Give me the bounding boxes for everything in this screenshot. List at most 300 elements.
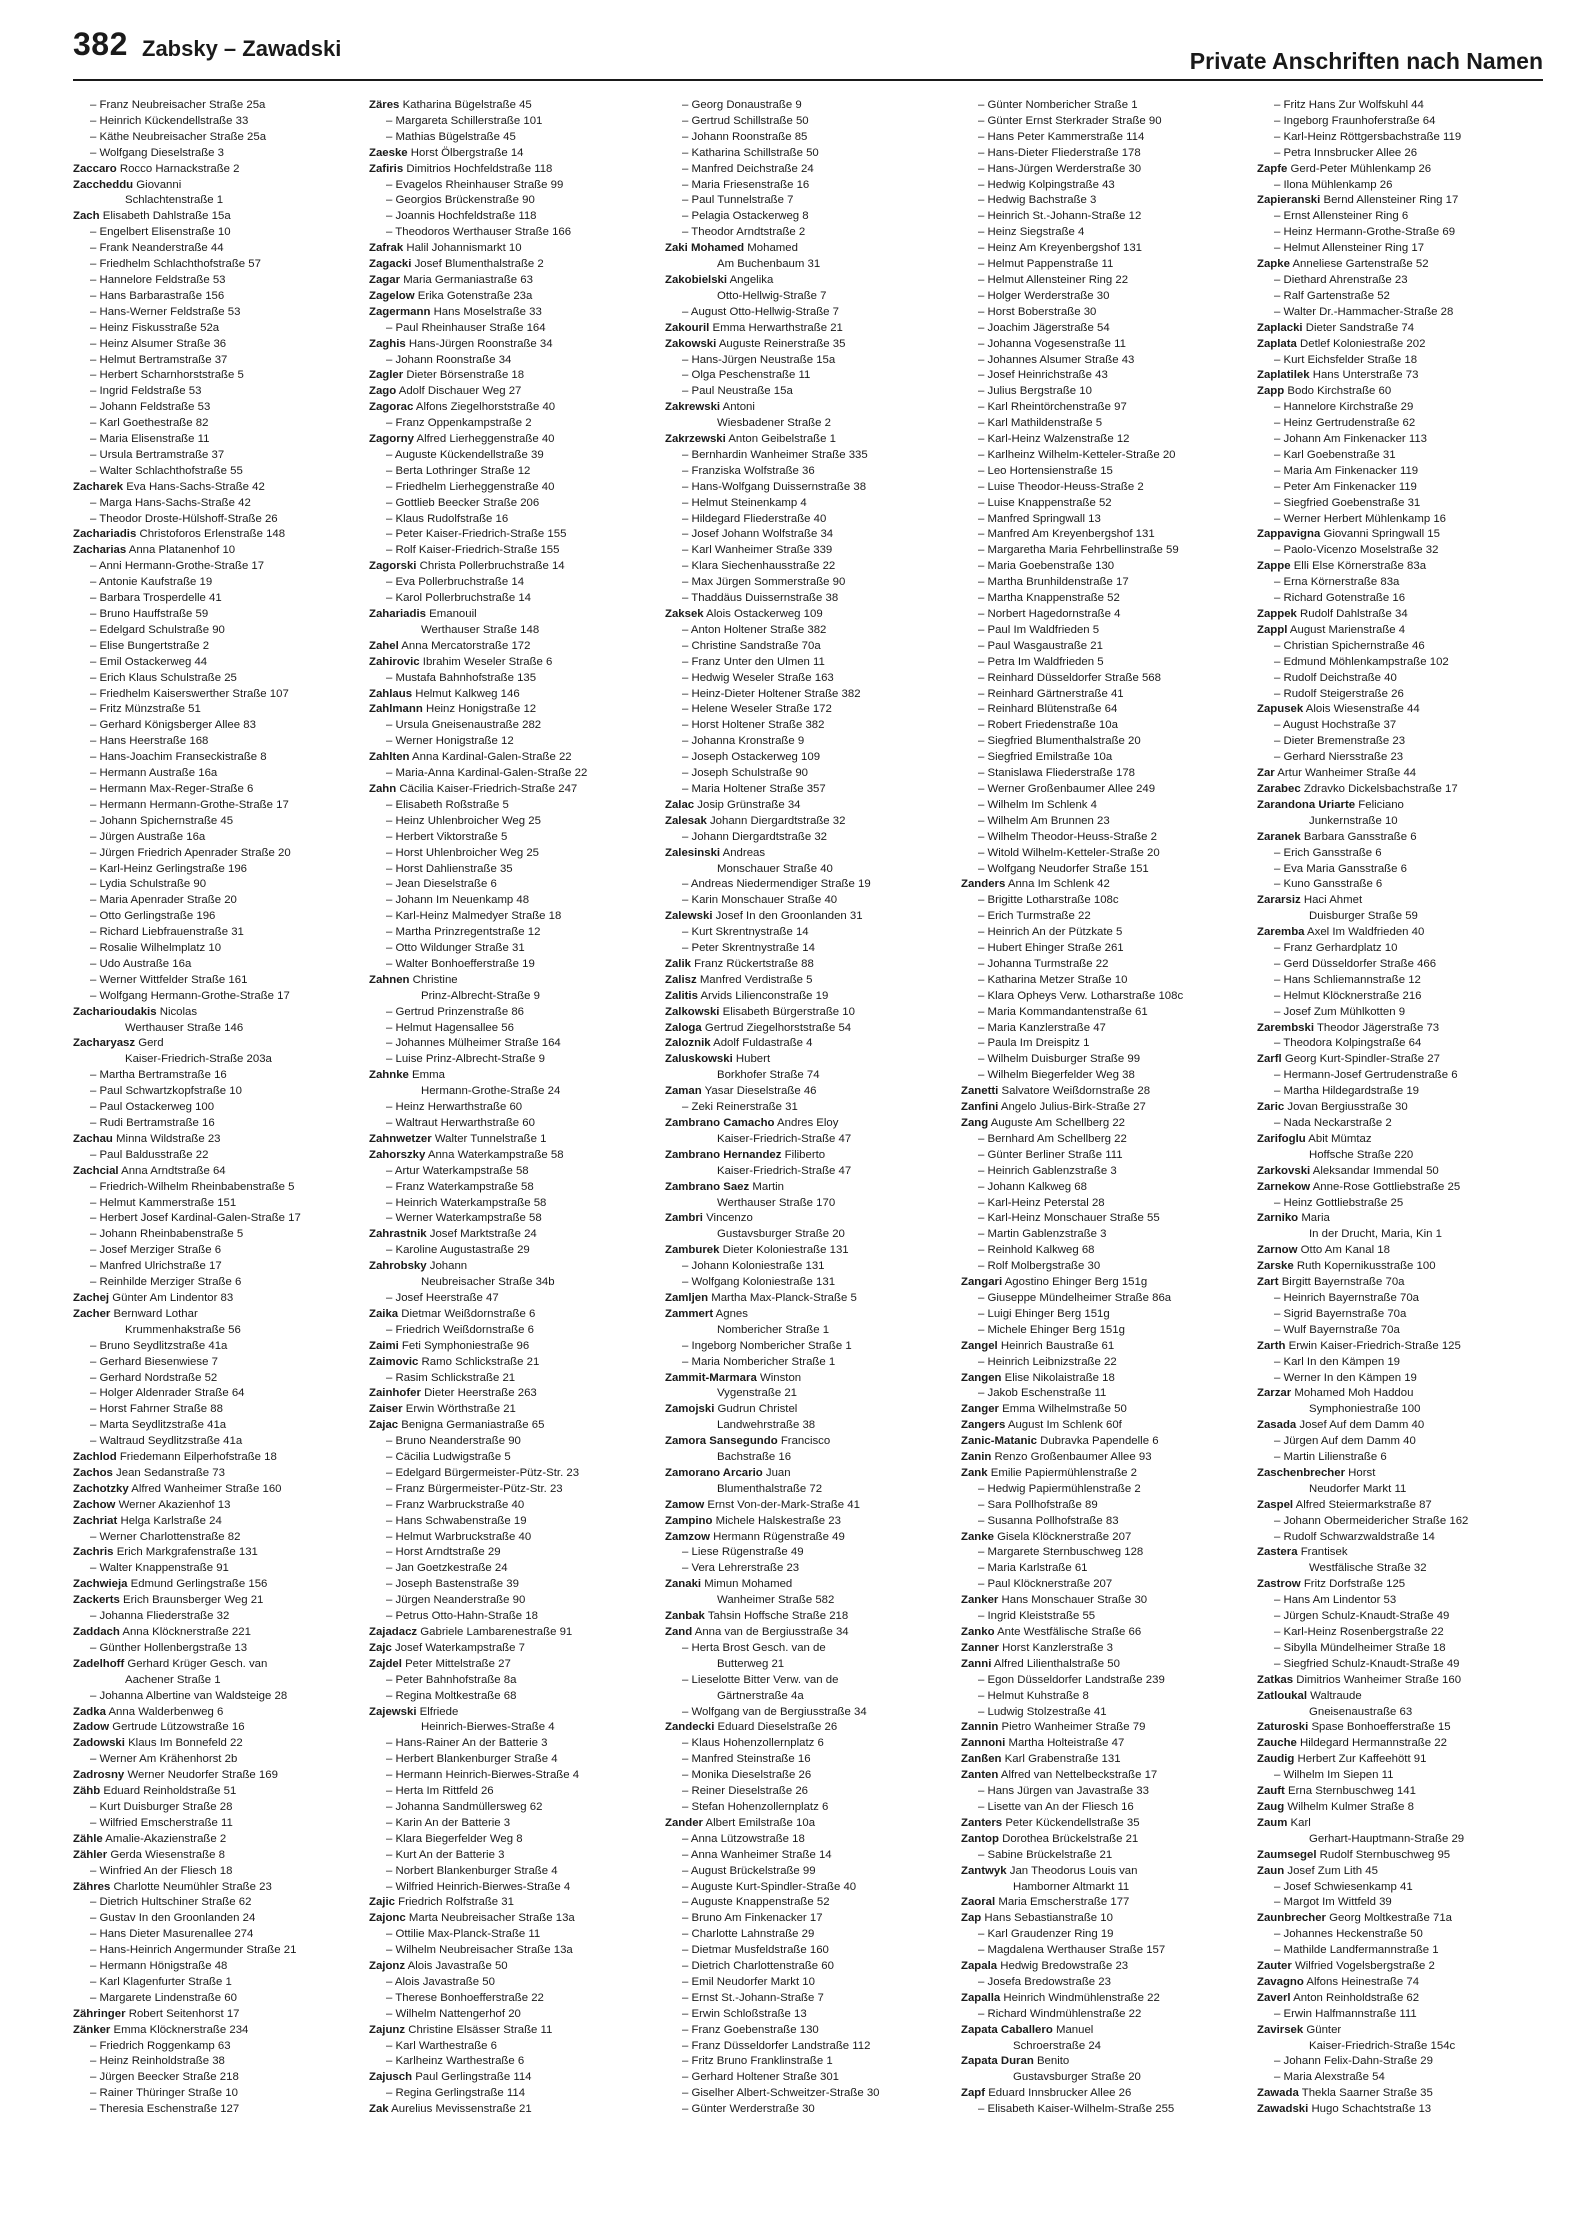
directory-entry: Zahnke Emma (369, 1069, 445, 1082)
sub-entry: – Norbert Blankenburger Straße 4 (386, 1864, 558, 1877)
sub-entry: – Kurt Duisburger Straße 28 (90, 1800, 233, 1813)
sub-entry: – Josef Schwiesenkamp 41 (1274, 1880, 1413, 1893)
sub-entry: – Maria-Anna Kardinal-Galen-Straße 22 (386, 767, 588, 780)
sub-entry: – Heinz Alsumer Straße 36 (90, 337, 227, 350)
sub-entry: – Reinhard Blütenstraße 64 (978, 703, 1118, 716)
sub-entry: – Hans Schliemannstraße 12 (1274, 973, 1421, 986)
directory-entry: Zambri Vincenzo (665, 1212, 753, 1225)
sub-entry: – Gertrud Prinzenstraße 86 (386, 1005, 525, 1018)
directory-entry: Zarnekow Anne-Rose Gottliebstraße 25 (1257, 1180, 1461, 1193)
sub-entry: – Peter Am Finkenacker 119 (1274, 480, 1417, 493)
directory-entry: Zammit-Marmara Winston (665, 1371, 802, 1384)
directory-entry: Zangel Heinrich Baustraße 61 (961, 1339, 1115, 1352)
directory-entry: Zarifoglu Abit Mümtaz (1257, 1132, 1372, 1145)
sub-entry: – Petra Innsbrucker Allee 26 (1274, 146, 1418, 159)
sub-entry: – Heinz Fiskusstraße 52a (90, 321, 220, 334)
sub-entry: – Reinhilde Merziger Straße 6 (90, 1276, 242, 1289)
sub-entry: – Günter Ernst Sterkrader Straße 90 (978, 114, 1162, 127)
sub-entry: – Helmut Allensteiner Ring 22 (978, 273, 1129, 286)
sub-entry: – Frank Neanderstraße 44 (90, 242, 224, 255)
directory-entry: Zaug Wilhelm Kulmer Straße 8 (1257, 1800, 1414, 1813)
directory-entry: Zalik Franz Rückertstraße 88 (665, 957, 814, 970)
directory-entry: Zart Birgitt Bayernstraße 70a (1257, 1276, 1405, 1289)
directory-entry: Zanbak Tahsin Hoffsche Straße 218 (665, 1610, 849, 1623)
sub-entry: – Ingrid Kleiststraße 55 (978, 1610, 1096, 1623)
directory-entry: Zander Albert Emilstraße 10a (665, 1816, 816, 1829)
directory-entry: Zafrak Halil Johannismarkt 10 (369, 242, 522, 255)
sub-entry: – Bruno Am Finkenacker 17 (682, 1912, 823, 1925)
sub-entry: – Jürgen Neanderstraße 90 (386, 1594, 526, 1607)
sub-entry: – Josef Zum Mühlkotten 9 (1274, 1005, 1406, 1018)
entry-continuation: In der Drucht, Maria, Kin 1 (1309, 1228, 1442, 1241)
entry-continuation: Symphoniestraße 100 (1309, 1403, 1421, 1416)
directory-entry: Zastera Frantisek (1257, 1546, 1348, 1559)
sub-entry: – Peter Bahnhofstraße 8a (386, 1673, 517, 1686)
sub-entry: – Johann Felix-Dahn-Straße 29 (1274, 2055, 1433, 2068)
page-header (0, 0, 1586, 84)
sub-entry: – Karl Warthestraße 6 (386, 2039, 497, 2052)
sub-entry: – Sigrid Bayernstraße 70a (1274, 1307, 1407, 1320)
directory-column-3 (665, 98, 951, 2218)
sub-entry: – Jakob Eschenstraße 11 (978, 1387, 1107, 1400)
sub-entry: – Heinrich Leibnizstraße 22 (978, 1355, 1117, 1368)
directory-entry: Zannin Pietro Wanheimer Straße 79 (961, 1721, 1146, 1734)
directory-entry: Zacharioudakis Nicolas (73, 1005, 198, 1018)
sub-entry: – Paul Ostackerweg 100 (90, 1101, 215, 1114)
sub-entry: – Heinrich Waterkampstraße 58 (386, 1196, 547, 1209)
sub-entry: – Ingrid Feldstraße 53 (90, 385, 202, 398)
directory-entry: Zantop Dorothea Brückelstraße 21 (961, 1832, 1139, 1845)
sub-entry: – Friedhelm Kaiserswerther Straße 107 (90, 687, 289, 700)
sub-entry: – Bruno Hauffstraße 59 (90, 608, 209, 620)
sub-entry: – Hermann Hönigstraße 48 (90, 1960, 228, 1973)
sub-entry: – Sabine Brückelstraße 21 (978, 1848, 1113, 1861)
sub-entry: – Johanna Kronstraße 9 (682, 735, 805, 748)
directory-entry: Zaplacki Dieter Sandstraße 74 (1257, 321, 1415, 334)
sub-entry: – Peter Skrentnystraße 14 (682, 942, 815, 955)
sub-entry: – Gertrud Schillstraße 50 (682, 114, 809, 127)
running-head: Zabsky – Zawadski (142, 36, 342, 61)
entry-continuation: Otto-Hellwig-Straße 7 (717, 289, 827, 302)
sub-entry: – Witold Wilhelm-Ketteler-Straße 20 (978, 846, 1160, 859)
sub-entry: – August Brückelstraße 99 (682, 1864, 816, 1877)
sub-entry: – Werner Wittfelder Straße 161 (90, 973, 248, 986)
sub-entry: – Franz Gerhardplatz 10 (1274, 942, 1398, 955)
sub-entry: – Maria Karlstraße 61 (978, 1562, 1088, 1575)
sub-entry: – Joachim Jägerstraße 54 (978, 321, 1110, 334)
sub-entry: – Jan Goetzkestraße 24 (386, 1562, 508, 1575)
sub-entry: – Max Jürgen Sommerstraße 90 (682, 576, 846, 589)
sub-entry: – Helmut Hagensallee 56 (386, 1021, 514, 1034)
directory-entry: Zanner Horst Kanzlerstraße 3 (961, 1641, 1113, 1654)
sub-entry: – Siegfried Schulz-Knaudt-Straße 49 (1274, 1657, 1460, 1670)
directory-entry: Zähler Gerda Wiesenstraße 8 (73, 1848, 225, 1861)
sub-entry: – Liese Rügenstraße 49 (682, 1546, 804, 1559)
sub-entry: – Rudolf Steigerstraße 26 (1274, 687, 1404, 700)
sub-entry: – Johanna Vogesenstraße 11 (978, 337, 1126, 350)
entry-continuation: Nombericher Straße 1 (717, 1323, 830, 1336)
sub-entry: – Rudolf Deichstraße 40 (1274, 671, 1397, 684)
directory-entry: Zachriat Helga Karlstraße 24 (73, 1514, 222, 1527)
directory-entry: Zafiris Dimitrios Hochfeldstraße 118 (369, 162, 553, 175)
sub-entry: – Hedwig Bachstraße 3 (978, 194, 1097, 207)
sub-entry: – Waltraut Herwarthstraße 60 (386, 1117, 535, 1129)
directory-entry: Zakowski Auguste Reinerstraße 35 (665, 337, 846, 350)
sub-entry: – Kuno Gansstraße 6 (1274, 878, 1383, 891)
directory-entry: Zamora Sansegundo Francisco (665, 1435, 831, 1448)
directory-entry: Zagler Dieter Börsenstraße 18 (369, 369, 525, 382)
sub-entry: – Karoline Augustastraße 29 (386, 1244, 530, 1257)
entry-continuation: Gneisenaustraße 63 (1309, 1705, 1413, 1718)
sub-entry: – Maria Alexstraße 54 (1274, 2071, 1385, 2084)
directory-entry: Zajonc Marta Neubreisacher Straße 13a (369, 1912, 575, 1925)
sub-entry: – Helmut Warbruckstraße 40 (386, 1530, 532, 1543)
sub-entry: – Walter Bonhoefferstraße 19 (386, 957, 535, 970)
sub-entry: – Helmut Bertramstraße 37 (90, 353, 228, 366)
sub-entry: – Franziska Wolfstraße 36 (682, 464, 815, 477)
sub-entry: – Wilfried Heinrich-Bierwes-Straße 4 (386, 1880, 571, 1893)
directory-entry: Zarzar Mohamed Moh Haddou (1257, 1387, 1414, 1400)
directory-entry: Zanders Anna Im Schlenk 42 (961, 878, 1110, 891)
directory-entry: Zagacki Josef Blumenthalstraße 2 (369, 258, 544, 271)
sub-entry: – Hans-Jürgen Werderstraße 30 (978, 162, 1142, 175)
sub-entry: – Maria Am Finkenacker 119 (1274, 464, 1419, 477)
sub-entry: – Helmut Pappenstraße 11 (978, 258, 1114, 271)
sub-entry: – August Otto-Hellwig-Straße 7 (682, 305, 840, 318)
sub-entry: – Hans-Joachim Franseckistraße 8 (90, 751, 267, 764)
sub-entry: – Wulf Bayernstraße 70a (1274, 1323, 1400, 1336)
directory-entry: Zanetti Salvatore Weißdornstraße 28 (961, 1085, 1151, 1098)
sub-entry: – Barbara Trosperdelle 41 (90, 592, 222, 605)
sub-entry: – Heinz Gertrudenstraße 62 (1274, 417, 1416, 430)
sub-entry: – Lieselotte Bitter Verw. van de (682, 1673, 839, 1686)
sub-entry: – Wolfgang van de Bergiusstraße 34 (682, 1705, 867, 1718)
sub-entry: – Olga Peschenstraße 11 (682, 369, 811, 382)
sub-entry: – Heinz-Dieter Holtener Straße 382 (682, 687, 861, 700)
directory-entry: Zalesinski Andreas (665, 846, 766, 859)
directory-entry: Zandecki Eduard Dieselstraße 26 (665, 1721, 838, 1734)
directory-entry: Zaloznik Adolf Fuldastraße 4 (665, 1037, 813, 1050)
directory-entry: Zammert Agnes (665, 1307, 748, 1320)
sub-entry: – Karin Monschauer Straße 40 (682, 894, 838, 907)
sub-entry: – Werner Waterkampstraße 58 (386, 1212, 542, 1225)
directory-entry: Zajac Benigna Germaniastraße 65 (369, 1419, 545, 1432)
sub-entry: – Karl-Heinz Gerlingstraße 196 (90, 862, 248, 875)
directory-entry: Zalewski Josef In den Groonlanden 31 (665, 910, 863, 923)
entry-continuation: Wanheimer Straße 582 (717, 1594, 835, 1607)
directory-entry: Zagar Maria Germaniastraße 63 (369, 273, 533, 286)
sub-entry: – Elise Bungertstraße 2 (90, 639, 210, 652)
sub-entry: – Herbert Viktorstraße 5 (386, 830, 508, 843)
sub-entry: – Richard Gotenstraße 16 (1274, 592, 1406, 605)
entry-continuation: Werthauser Straße 146 (125, 1021, 244, 1034)
sub-entry: – Manfred Steinstraße 16 (682, 1753, 811, 1766)
sub-entry: – Wilhelm Biegerfelder Weg 38 (978, 1069, 1135, 1082)
sub-entry: – Anni Hermann-Grothe-Straße 17 (90, 560, 265, 573)
sub-entry: – Hans Heerstraße 168 (90, 735, 209, 748)
sub-entry: – Josefa Bredowstraße 23 (978, 1975, 1111, 1988)
sub-entry: – Ursula Gneisenaustraße 282 (386, 719, 542, 732)
sub-entry: – Wilhelm Neubreisacher Straße 13a (386, 1944, 573, 1957)
directory-entry: Zagermann Hans Moselstraße 33 (369, 305, 542, 318)
sub-entry: – Heinz Uhlenbroicher Weg 25 (386, 814, 541, 827)
sub-entry: – Petrus Otto-Hahn-Straße 18 (386, 1610, 538, 1623)
entry-continuation: Werthauser Straße 170 (717, 1196, 836, 1209)
sub-entry: – Rasim Schlickstraße 21 (386, 1371, 516, 1384)
sub-entry: – Ursula Bertramstraße 37 (90, 448, 225, 461)
directory-entry: Zänker Emma Klöcknerstraße 234 (73, 2023, 249, 2036)
directory-entry: Zaimovic Ramo Schlickstraße 21 (369, 1355, 540, 1368)
directory-entry: Zamburek Dieter Koloniestraße 131 (665, 1244, 849, 1257)
directory-entry: Zaturoski Spase Bonhoefferstraße 15 (1257, 1721, 1451, 1734)
entry-continuation: Kaiser-Friedrich-Straße 203a (125, 1053, 272, 1066)
entry-continuation: Am Buchenbaum 31 (717, 258, 821, 271)
sub-entry: – Walter Schlachthofstraße 55 (90, 464, 243, 477)
sub-entry: – Herta Im Rittfeld 26 (386, 1785, 494, 1798)
sub-entry: – Therese Bonhoefferstraße 22 (386, 1991, 544, 2004)
sub-entry: – Gerd Düsseldorfer Straße 466 (1274, 957, 1437, 970)
directory-entry: Zasada Josef Auf dem Damm 40 (1257, 1419, 1425, 1432)
sub-entry: – Karl-Heinz Monschauer Straße 55 (978, 1212, 1160, 1225)
directory-entry: Zagorny Alfred Lierheggenstraße 40 (369, 433, 555, 446)
directory-entry: Zanten Alfred van Nettelbeckstraße 17 (961, 1769, 1158, 1782)
sub-entry: – Reinhard Gärtnerstraße 41 (978, 687, 1124, 700)
directory-entry: Zachwieja Edmund Gerlingstraße 156 (73, 1578, 268, 1591)
sub-entry: – Johannes Mülheimer Straße 164 (386, 1037, 561, 1050)
sub-entry: – Helmut Klöcknerstraße 216 (1274, 989, 1422, 1002)
sub-entry: – Auguste Kückendellstraße 39 (386, 448, 544, 461)
directory-entry: Zanßen Karl Grabenstraße 131 (961, 1753, 1121, 1766)
directory-entry: Zagelow Erika Gotenstraße 23a (369, 289, 533, 302)
directory-entry: Zajc Josef Waterkampstraße 7 (369, 1641, 525, 1654)
directory-entry: Zauter Wilfried Vogelsbergstraße 2 (1257, 1960, 1435, 1973)
sub-entry: – Maria Kanzlerstraße 47 (978, 1021, 1106, 1034)
sub-entry: – Karl Rheintörchenstraße 97 (978, 401, 1127, 414)
directory-entry: Zanke Gisela Klöcknerstraße 207 (961, 1530, 1132, 1543)
sub-entry: – Johann Am Finkenacker 113 (1274, 433, 1428, 446)
sub-entry: – Paul Rheinhauser Straße 164 (386, 321, 546, 334)
directory-entry: Zaudig Herbert Zur Kaffeehött 91 (1257, 1753, 1427, 1766)
directory-entry: Zanaki Mimun Mohamed (665, 1578, 793, 1591)
directory-entry: Zarnow Otto Am Kanal 18 (1257, 1244, 1390, 1257)
directory-entry: Zajonz Alois Javastraße 50 (369, 1960, 508, 1973)
sub-entry: – Auguste Kurt-Spindler-Straße 40 (682, 1880, 857, 1893)
sub-entry: – Sara Pollhofstraße 89 (978, 1498, 1098, 1511)
sub-entry: – Werner Honigstraße 12 (386, 735, 514, 748)
sub-entry: – Engelbert Elisenstraße 10 (90, 226, 231, 239)
sub-entry: – Paula Im Dreispitz 1 (978, 1037, 1090, 1050)
sub-entry: – Lisette van An der Fliesch 16 (978, 1800, 1134, 1813)
sub-entry: – Anton Holtener Straße 382 (682, 623, 827, 636)
sub-entry: – Jürgen Friedrich Apenrader Straße 20 (90, 846, 291, 859)
sub-entry: – Hans Jürgen van Javastraße 33 (978, 1785, 1149, 1798)
directory-entry: Zaeske Horst Ölbergstraße 14 (369, 146, 524, 159)
sub-entry: – Holger Werderstraße 30 (978, 289, 1110, 302)
sub-entry: – Karl Mathildenstraße 5 (978, 417, 1103, 430)
directory-entry: Zaremba Axel Im Waldfrieden 40 (1257, 926, 1425, 939)
directory-entry: Zalesak Johann Diergardtstraße 32 (665, 814, 846, 827)
directory-entry: Zadowski Klaus Im Bonnefeld 22 (73, 1737, 243, 1750)
sub-entry: – Siegfried Blumenthalstraße 20 (978, 735, 1141, 748)
sub-entry: – Hermann Austraße 16a (90, 767, 218, 780)
sub-entry: – Reiner Dieselstraße 26 (682, 1785, 808, 1798)
sub-entry: – Herta Brost Gesch. van de (682, 1641, 826, 1654)
directory-entry: Zajusch Paul Gerlingstraße 114 (369, 2071, 532, 2084)
directory-entry: Zakobielski Angelika (665, 273, 774, 286)
sub-entry: – Wilhelm Theodor-Heuss-Straße 2 (978, 830, 1157, 843)
sub-entry: – Gerhard Biesenwiese 7 (90, 1355, 218, 1368)
sub-entry: – Hans-Dieter Fliederstraße 178 (978, 146, 1141, 159)
sub-entry: – Wilhelm Nattengerhof 20 (386, 2007, 521, 2020)
sub-entry: – Johanna Sandmüllersweg 62 (386, 1800, 543, 1813)
sub-entry: – Petra Im Waldfrieden 5 (978, 655, 1104, 668)
directory-entry: Zarfl Georg Kurt-Spindler-Straße 27 (1257, 1053, 1440, 1066)
sub-entry: – Klaus Hohenzollernplatz 6 (682, 1737, 824, 1750)
sub-entry: – Siegfried Goebenstraße 31 (1274, 496, 1421, 509)
sub-entry: – Günther Hollenbergstraße 13 (90, 1641, 248, 1654)
sub-entry: – Theodor Arndtstraße 2 (682, 226, 806, 239)
sub-entry: – Martha Bertramstraße 16 (90, 1069, 227, 1082)
directory-entry: Zappek Rudolf Dahlstraße 34 (1257, 608, 1408, 620)
entry-continuation: Bachstraße 16 (717, 1451, 792, 1464)
directory-entry: Zahrobsky Johann (369, 1260, 468, 1273)
directory-entry: Zagorac Alfons Ziegelhorststraße 40 (369, 401, 556, 414)
directory-entry: Zaspel Alfred Steiermarkstraße 87 (1257, 1498, 1432, 1511)
directory-entry: Zarabec Zdravko Dickelsbachstraße 17 (1257, 782, 1458, 795)
sub-entry: – Helmut Kammerstraße 151 (90, 1196, 237, 1209)
directory-entry: Zap Hans Sebastianstraße 10 (961, 1912, 1113, 1925)
sub-entry: – Karl-Heinz Malmedyer Straße 18 (386, 910, 562, 923)
sub-entry: – Hermann Heinrich-Bierwes-Straße 4 (386, 1769, 580, 1782)
directory-entry: Zahlaus Helmut Kalkweg 146 (369, 687, 520, 700)
sub-entry: – Theodor Droste-Hülshoff-Straße 26 (90, 512, 278, 525)
sub-entry: – Antonie Kaufstraße 19 (90, 576, 213, 589)
sub-entry: – Karl Klagenfurter Straße 1 (90, 1975, 232, 1988)
entry-continuation: Prinz-Albrecht-Straße 9 (421, 989, 541, 1002)
directory-entry: Zarandona Uriarte Feliciano (1257, 798, 1404, 811)
entry-continuation: Schlachtenstraße 1 (125, 194, 224, 207)
directory-entry: Zachau Minna Wildstraße 23 (73, 1132, 221, 1145)
directory-entry: Zamow Ernst Von-der-Mark-Straße 41 (665, 1498, 860, 1511)
sub-entry: – Wilhelm Duisburger Straße 99 (978, 1053, 1141, 1066)
directory-entry: Zaghis Hans-Jürgen Roonstraße 34 (369, 337, 553, 350)
directory-entry: Zanin Renzo Großenbaumer Allee 93 (961, 1451, 1152, 1464)
directory-entry: Zak Aurelius Mevissenstraße 21 (369, 2103, 532, 2116)
sub-entry: – Horst Boberstraße 30 (978, 305, 1097, 318)
sub-entry: – Reinhard Düsseldorfer Straße 568 (978, 671, 1161, 684)
sub-entry: – Ernst Allensteiner Ring 6 (1274, 210, 1409, 223)
sub-entry: – Johann Im Neuenkamp 48 (386, 894, 530, 907)
directory-entry: Zaki Mohamed Mohamed (665, 242, 798, 255)
sub-entry: – Vera Lehrerstraße 23 (682, 1562, 800, 1575)
directory-entry: Zanni Alfred Lilienthalstraße 50 (961, 1657, 1120, 1670)
directory-entry: Zapata Caballero Manuel (961, 2023, 1094, 2036)
header-rule (73, 79, 1543, 81)
directory-columns (73, 98, 1543, 2218)
sub-entry: – Franz Waterkampstraße 58 (386, 1180, 534, 1193)
directory-entry: Zar Artur Wanheimer Straße 44 (1257, 767, 1417, 780)
sub-entry: – Johann Roonstraße 34 (386, 353, 512, 366)
directory-entry: Zaccheddu Giovanni (73, 178, 182, 191)
sub-entry: – Rudolf Schwarzwaldstraße 14 (1274, 1530, 1435, 1543)
directory-entry: Zahrastnik Josef Marktstraße 24 (369, 1228, 537, 1241)
sub-entry: – Friedhelm Lierheggenstraße 40 (386, 480, 555, 493)
sub-entry: – Leo Hortensienstraße 15 (978, 464, 1113, 477)
sub-entry: – Elisabeth Roßstraße 5 (386, 798, 509, 811)
sub-entry: – August Hochstraße 37 (1274, 719, 1397, 732)
sub-entry: – Marga Hans-Sachs-Straße 42 (90, 496, 251, 509)
sub-entry: – Theresia Eschenstraße 127 (90, 2103, 240, 2116)
sub-entry: – Artur Waterkampstraße 58 (386, 1164, 529, 1177)
sub-entry: – Ilona Mühlenkamp 26 (1274, 178, 1393, 191)
entry-continuation: Gustavsburger Straße 20 (717, 1228, 845, 1241)
sub-entry: – Paul Tunnelstraße 7 (682, 194, 794, 207)
directory-entry: Zacher Bernward Lothar (73, 1307, 198, 1320)
sub-entry: – Hermann-Josef Gertrudenstraße 6 (1274, 1069, 1458, 1082)
directory-entry: Zahlten Anna Kardinal-Galen-Straße 22 (369, 751, 572, 764)
directory-column-4 (961, 98, 1247, 2218)
sub-entry: – Theodora Kolpingstraße 64 (1274, 1037, 1422, 1050)
sub-entry: – Erna Körnerstraße 83a (1274, 576, 1400, 589)
directory-entry: Zarniko Maria (1257, 1212, 1330, 1225)
sub-entry: – Lydia Schulstraße 90 (90, 878, 207, 891)
directory-entry: Zadrosny Werner Neudorfer Straße 169 (73, 1769, 278, 1782)
directory-entry: Zadka Anna Walderbenweg 6 (73, 1705, 224, 1718)
sub-entry: – Klara Biegerfelder Weg 8 (386, 1832, 523, 1845)
sub-entry: – Josef Heerstraße 47 (386, 1291, 499, 1304)
sub-entry: – Walter Dr.-Hammacher-Straße 28 (1274, 305, 1454, 318)
sub-entry: – Rolf Kaiser-Friedrich-Straße 155 (386, 544, 560, 557)
directory-entry: Zakrewski Antoni (665, 401, 755, 414)
sub-entry: – Friedrich Roggenkamp 63 (90, 2039, 231, 2052)
sub-entry: – Ingeborg Nombericher Straße 1 (682, 1339, 852, 1352)
sub-entry: – Erich Turmstraße 22 (978, 910, 1091, 923)
sub-entry: – Erich Klaus Schulstraße 25 (90, 671, 237, 684)
sub-entry: – Heinz Siegstraße 4 (978, 226, 1085, 239)
sub-entry: – Winfried An der Fliesch 18 (90, 1864, 233, 1877)
sub-entry: – Franz Düsseldorfer Landstraße 112 (682, 2039, 871, 2052)
directory-column-1 (73, 98, 359, 2218)
directory-entry: Zajic Friedrich Rolfstraße 31 (369, 1896, 514, 1909)
sub-entry: – Holger Aldenrader Straße 64 (90, 1387, 245, 1400)
sub-entry: – Heinz Hermann-Grothe-Straße 69 (1274, 226, 1456, 239)
sub-entry: – Kurt An der Batterie 3 (386, 1848, 505, 1861)
sub-entry: – Hans Peter Kammerstraße 114 (978, 130, 1145, 143)
sub-entry: – Anna Lützowstraße 18 (682, 1832, 805, 1845)
sub-entry: – Klara Siechenhausstraße 22 (682, 560, 836, 573)
sub-entry: – Richard Liebfrauenstraße 31 (90, 926, 244, 939)
sub-entry: – Georg Donaustraße 9 (682, 99, 802, 111)
sub-entry: – Manfred Deichstraße 24 (682, 162, 814, 175)
sub-entry: – Helmut Kuhstraße 8 (978, 1689, 1089, 1702)
sub-entry: – Ingeborg Fraunhoferstraße 64 (1274, 114, 1436, 127)
sub-entry: – Johann Diergardtstraße 32 (682, 830, 827, 843)
directory-entry: Zahel Anna Mercatorstraße 172 (369, 639, 531, 652)
sub-entry: – Rudi Bertramstraße 16 (90, 1117, 215, 1129)
entry-continuation: Vygenstraße 21 (717, 1387, 797, 1400)
sub-entry: – Edelgard Bürgermeister-Pütz-Str. 23 (386, 1466, 580, 1479)
sub-entry: – Werner In den Kämpen 19 (1274, 1371, 1417, 1384)
sub-entry: – Martha Brunhildenstraße 17 (978, 576, 1129, 589)
directory-entry: Zapusek Alois Wiesenstraße 44 (1257, 703, 1420, 716)
sub-entry: – Robert Friedenstraße 10a (978, 719, 1118, 732)
sub-entry: – Maria Kommandantenstraße 61 (978, 1005, 1148, 1018)
directory-entry: Zapp Bodo Kirchstraße 60 (1257, 385, 1392, 398)
sub-entry: – Klara Opheys Verw. Lotharstraße 108c (978, 989, 1184, 1002)
sub-entry: – Josef Merziger Straße 6 (90, 1244, 222, 1257)
sub-entry: – Thaddäus Duissernstraße 38 (682, 592, 839, 605)
directory-entry: Zalisz Manfred Verdistraße 5 (665, 973, 813, 986)
